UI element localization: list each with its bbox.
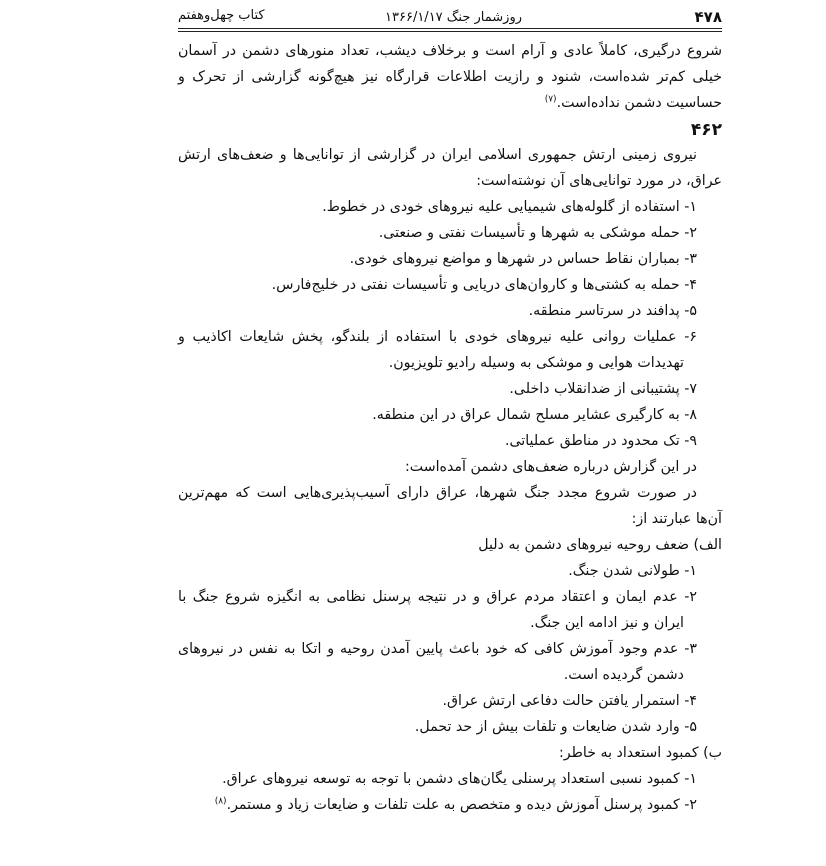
header-double-rule xyxy=(178,28,722,32)
text-span: حساسیت دشمن نداده‌است. xyxy=(556,95,722,111)
list-item-continuation: دشمن گردیده است. xyxy=(563,667,684,683)
list-item: ۲- حمله موشکی به شهرها و تأسیسات نفتی و صنعتی. xyxy=(378,225,697,241)
text-line: نیروی زمینی ارتش جمهوری اسلامی ایران در گزارشی از توانایی‌ها و ضعف‌های ارتش xyxy=(178,147,697,163)
text-line: آن‌ها عبارتند از: xyxy=(631,511,722,527)
text-line xyxy=(178,90,722,116)
text-line: عراق، در مورد توانایی‌های آن نوشته‌است: xyxy=(476,173,722,189)
book-title: کتاب چهل‌وهفتم xyxy=(178,8,265,23)
list-item-continuation: تهدیدات هوایی و موشکی به وسیله رادیو تلویزیون. xyxy=(388,355,684,371)
footnote-ref: (۷) xyxy=(544,94,557,105)
list-item: ۱- استفاده از گلوله‌های شیمیایی علیه نیروهای خودی در خطوط. xyxy=(322,199,697,215)
group-b-title: ب) کمبود استعداد به خاطر: xyxy=(558,745,722,761)
page-body xyxy=(178,38,722,818)
footnote-ref: (۸) xyxy=(214,796,227,807)
list-item: ۲- عدم ایمان و اعتقاد مردم عراق و در نتیجه پرسنل نظامی به انگیزه شروع جنگ با xyxy=(178,589,697,605)
running-title: روزشمار جنگ ۱۳۶۶/۱/۱۷ xyxy=(385,10,522,25)
page-number: ۴۷۸ xyxy=(694,8,722,26)
list-item: ۶- عملیات روانی علیه نیروهای خودی با استفاده از بلندگو، پخش شایعات اکاذیب و xyxy=(178,329,697,345)
list-item-continuation: ایران و نیز ادامه این جنگ. xyxy=(530,615,684,631)
text-line: خیلی کم‌تر شده‌است، شنود و رازیت اطلاعات قرارگاه نیز هیچ‌گونه گزارشی از تحرک و xyxy=(178,69,722,85)
list-item: ۹- تک محدود در مناطق عملیاتی. xyxy=(504,433,697,449)
running-header xyxy=(178,8,722,28)
list-item: ۴- استمرار یافتن حالت دفاعی ارتش عراق. xyxy=(442,693,697,709)
list-item: ۸- به کارگیری عشایر مسلح شمال عراق در این منطقه. xyxy=(372,407,697,423)
section-number: ۴۶۲ xyxy=(690,120,722,140)
list-item: ۴- حمله به کشتی‌ها و کاروان‌های دریایی و تأسیسات نفتی در خلیج‌فارس. xyxy=(271,277,697,293)
text-span: ۲- کمبود پرسنل آموزش دیده و متخصص به علت تلفات و ضایعات زیاد و مستمر. xyxy=(226,797,697,813)
list-item: ۵- پدافند در سرتاسر منطقه. xyxy=(528,303,697,319)
text-line: شروع درگیری، کاملاً عادی و آرام است و برخلاف دیشب، تعداد منورهای دشمن در آسمان xyxy=(178,43,722,59)
list-item: ۳- بمباران نقاط حساس در شهرها و مواضع نیروهای خودی. xyxy=(349,251,697,267)
list-item: ۳- عدم وجود آموزش کافی که خود باعث پایین آمدن روحیه و اتکا به نفس در نیروهای xyxy=(178,641,697,657)
group-a-title: الف) ضعف روحیه نیروهای دشمن به دلیل xyxy=(478,537,722,553)
list-item: ۵- وارد شدن ضایعات و تلفات بیش از حد تحمل. xyxy=(414,719,697,735)
list-item: ۷- پشتیبانی از ضدانقلاب داخلی. xyxy=(509,381,697,397)
list-item: ۱- طولانی شدن جنگ. xyxy=(568,563,697,579)
list-item xyxy=(178,792,722,818)
list-item: ۱- کمبود نسبی استعداد پرسنلی یگان‌های دشمن با توجه به توسعه نیروهای عراق. xyxy=(222,771,697,787)
text-line: در صورت شروع مجدد جنگ شهرها، عراق دارای آسیب‌پذیری‌هایی است که مهم‌ترین xyxy=(178,485,697,501)
text-line: در این گزارش درباره ضعف‌های دشمن آمده‌است: xyxy=(405,459,697,475)
